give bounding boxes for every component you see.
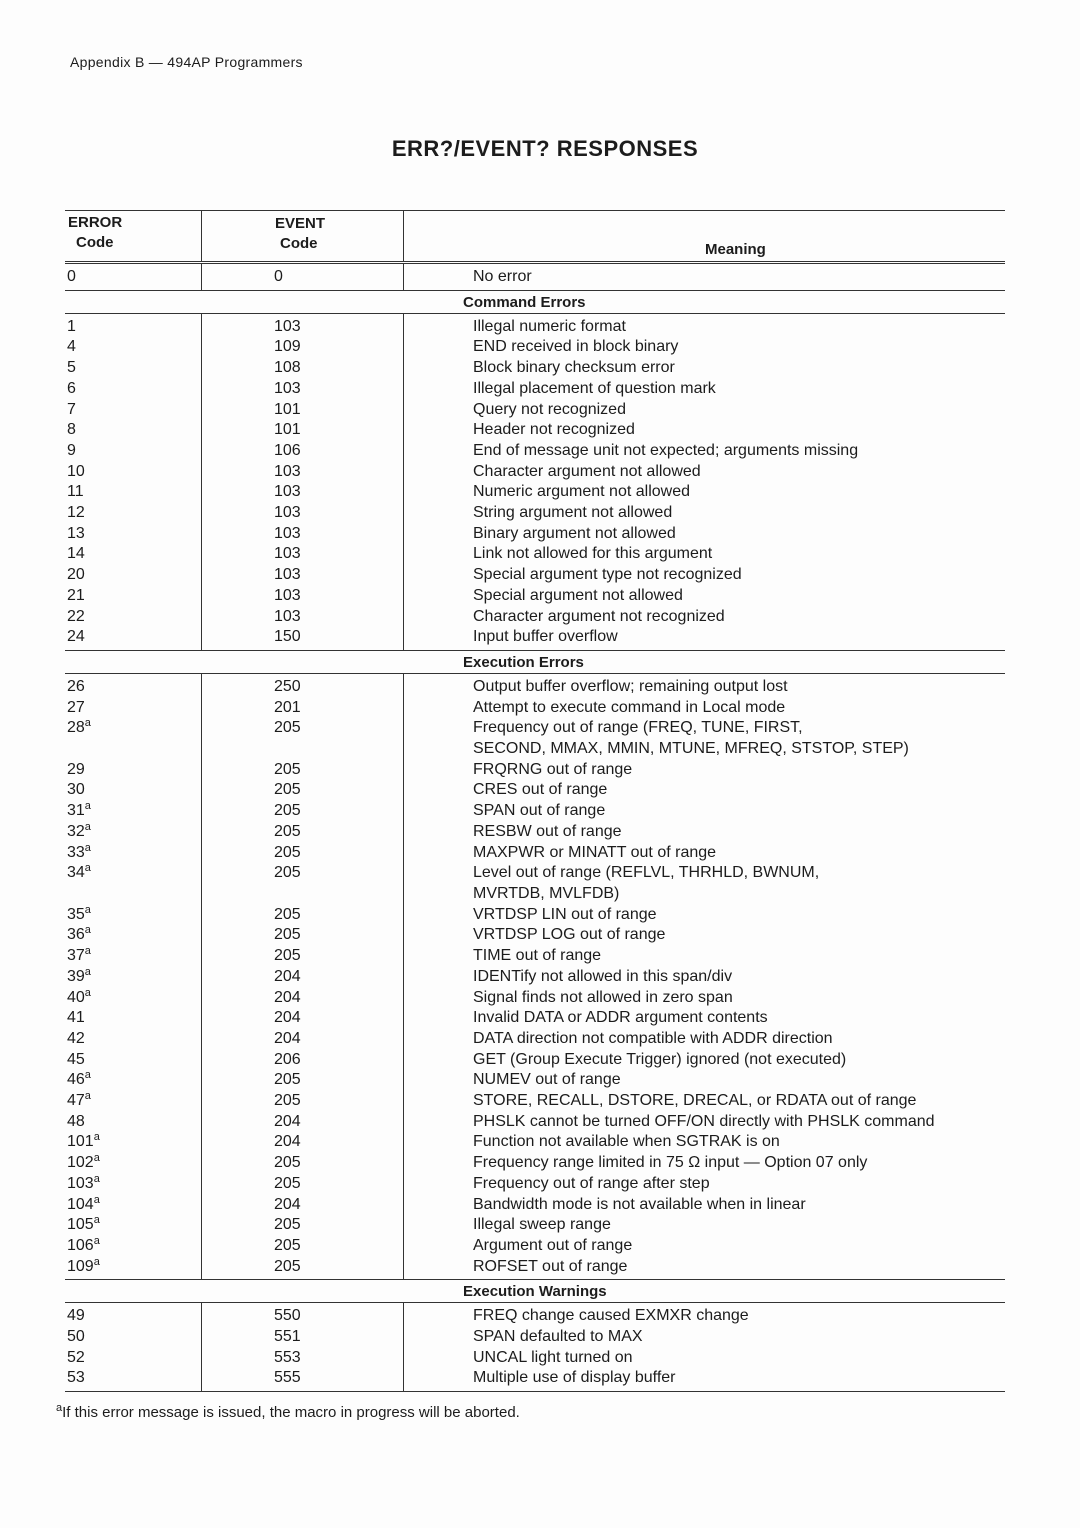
table-row (65, 482, 1005, 503)
section-heading-label: Execution Errors (463, 653, 584, 671)
table-row (65, 317, 1005, 338)
meaning-text: Bandwidth mode is not available when in linear (473, 1195, 806, 1213)
error-code-cell (65, 462, 201, 483)
error-code: 47 (67, 1092, 85, 1110)
footnote-marker: a (84, 862, 91, 875)
error-code-cell (65, 905, 201, 926)
table-row (65, 1132, 1005, 1153)
error-code: 5 (67, 359, 76, 377)
error-code: 12 (67, 504, 85, 522)
table-row (65, 946, 1005, 967)
event-code: 205 (274, 1236, 301, 1254)
error-code: 104 (67, 1195, 94, 1213)
error-code-cell (65, 1091, 201, 1112)
table-row (65, 1348, 1005, 1369)
error-code: 46 (67, 1071, 85, 1089)
event-code: 103 (274, 483, 301, 501)
event-code: 550 (274, 1307, 301, 1325)
event-code: 204 (274, 1029, 301, 1047)
meaning-text: Output buffer overflow; remaining output lost (473, 677, 788, 695)
table-row (65, 905, 1005, 926)
error-code-cell (65, 482, 201, 503)
footnote-marker: a (84, 945, 91, 958)
error-code: 11 (67, 483, 84, 501)
meaning-text: Numeric argument not allowed (473, 483, 690, 501)
table-row (65, 801, 1005, 822)
event-code: 205 (274, 947, 301, 965)
table-row (65, 1215, 1005, 1236)
footnote-text: If this error message is issued, the macro in progress will be aborted. (62, 1404, 520, 1421)
event-code: 205 (274, 1154, 301, 1172)
section-rows (65, 314, 1005, 650)
event-code: 205 (274, 905, 301, 923)
table-row (65, 718, 1005, 759)
error-code-cell (65, 1236, 201, 1257)
error-code: 24 (67, 628, 85, 646)
meaning-text: Function not available when SGTRAK is on (473, 1133, 780, 1151)
event-code: 106 (274, 441, 301, 459)
table-header (65, 210, 1005, 264)
event-code: 103 (274, 504, 301, 522)
table-row (65, 967, 1005, 988)
error-code: 49 (67, 1307, 85, 1325)
event-code: 204 (274, 1009, 301, 1027)
error-code: 109 (67, 1257, 94, 1275)
error-code-cell (65, 337, 201, 358)
error-code: 33 (67, 843, 85, 861)
error-code: 4 (67, 338, 76, 356)
event-code: 204 (274, 1112, 301, 1130)
footnote-marker: a (84, 1069, 91, 1082)
meaning-text: End of message unit not expected; arguments missing (473, 441, 859, 459)
meaning-text: Character argument not allowed (473, 462, 701, 480)
event-code: 103 (274, 317, 301, 335)
error-code-cell (65, 267, 201, 288)
event-code: 201 (274, 698, 301, 716)
table-row (65, 607, 1005, 628)
table-row (65, 524, 1005, 545)
meaning-text: PHSLK cannot be turned OFF/ON directly with PHSLK command (473, 1112, 935, 1130)
error-code-cell (65, 358, 201, 379)
error-code-cell (65, 400, 201, 421)
error-code-cell (65, 1174, 201, 1195)
meaning-text: Multiple use of display buffer (473, 1369, 676, 1387)
table-row (65, 1195, 1005, 1216)
error-code: 9 (67, 441, 76, 459)
event-code: 205 (274, 1257, 301, 1275)
error-code: 106 (67, 1236, 94, 1254)
meaning-text: FREQ change caused EXMXR change (473, 1307, 749, 1325)
table-row (65, 780, 1005, 801)
meaning-text: Special argument not allowed (473, 586, 683, 604)
event-code: 103 (274, 586, 301, 604)
footnote-marker: a (93, 1214, 100, 1227)
meaning-text: Link not allowed for this argument (473, 545, 713, 563)
table-row (65, 379, 1005, 400)
footnote-marker: a (84, 924, 91, 937)
error-code-cell (65, 1008, 201, 1029)
meaning-text: Invalid DATA or ADDR argument contents (473, 1009, 768, 1027)
table-row (65, 1257, 1005, 1278)
table-row (65, 822, 1005, 843)
section-heading-label: Command Errors (463, 293, 586, 311)
event-code: 205 (274, 802, 301, 820)
error-code: 30 (67, 781, 85, 799)
event-code: 205 (274, 760, 301, 778)
error-code: 36 (67, 926, 85, 944)
table-section (65, 1280, 1005, 1392)
event-code: 206 (274, 1050, 301, 1068)
event-code: 205 (274, 926, 301, 944)
error-code: 41 (67, 1009, 85, 1027)
event-code: 101 (274, 421, 301, 439)
table-row (65, 1112, 1005, 1133)
table-row (65, 760, 1005, 781)
event-code: 553 (274, 1348, 301, 1366)
error-header-sub: Code (76, 234, 114, 251)
error-code-cell (65, 607, 201, 628)
error-code: 13 (67, 524, 85, 542)
event-code: 551 (274, 1328, 301, 1346)
table-row (65, 1327, 1005, 1348)
error-code-cell (65, 1132, 201, 1153)
meaning-text: IDENTify not allowed in this span/div (473, 967, 733, 985)
error-code: 7 (67, 400, 76, 418)
meaning-text: NUMEV out of range (473, 1071, 621, 1089)
table-row (65, 843, 1005, 864)
footnote-marker: a (93, 1172, 100, 1185)
table-row (65, 863, 1005, 904)
error-code: 14 (67, 545, 85, 563)
table-row (65, 586, 1005, 607)
section-rows (65, 1303, 1005, 1391)
error-code: 0 (67, 268, 76, 285)
error-code-cell (65, 379, 201, 400)
meaning-text: Signal finds not allowed in zero span (473, 988, 733, 1006)
event-code: 109 (274, 338, 301, 356)
error-code-cell (65, 822, 201, 843)
meaning-text: Frequency range limited in 75 Ω input — Option 07 only (473, 1154, 868, 1172)
meaning-text: Character argument not recognized (473, 607, 725, 625)
error-code-cell (65, 760, 201, 781)
event-code: 204 (274, 1195, 301, 1213)
error-code-cell (65, 677, 201, 698)
table-row (65, 1153, 1005, 1174)
footnote-mark: a (56, 1402, 63, 1414)
section-heading (65, 651, 1005, 674)
table-row (65, 1306, 1005, 1327)
error-code-cell (65, 863, 201, 904)
meaning-header: Meaning (705, 241, 766, 258)
meaning-text: END received in block binary (473, 338, 679, 356)
table-row (65, 544, 1005, 565)
error-code: 35 (67, 905, 85, 923)
error-code: 102 (67, 1154, 94, 1172)
table-row (65, 420, 1005, 441)
event-code: 204 (274, 1133, 301, 1151)
section-heading-label: Execution Warnings (463, 1283, 607, 1301)
error-code: 31 (67, 802, 85, 820)
error-code: 28 (67, 719, 85, 737)
footnote-marker: a (93, 1152, 100, 1165)
meaning-text: Level out of range (REFLVL, THRHLD, BWNUM, MVRTDB, MVLFDB) (473, 864, 820, 902)
meaning-text: Frequency out of range after step (473, 1174, 710, 1192)
event-code: 205 (274, 822, 301, 840)
event-code: 0 (274, 268, 283, 285)
event-code: 204 (274, 967, 301, 985)
table-row (65, 1050, 1005, 1071)
error-code-cell (65, 1153, 201, 1174)
event-code: 103 (274, 545, 301, 563)
error-code: 34 (67, 864, 85, 882)
meaning-text: Block binary checksum error (473, 359, 675, 377)
event-code: 250 (274, 677, 301, 695)
table-row (65, 1174, 1005, 1195)
error-code-cell (65, 718, 201, 759)
footnote-marker: a (84, 1090, 91, 1103)
error-code-cell (65, 317, 201, 338)
error-code: 32 (67, 822, 85, 840)
footnote-marker: a (84, 841, 91, 854)
table-row (65, 565, 1005, 586)
meaning-text: STORE, RECALL, DSTORE, DRECAL, or RDATA out of range (473, 1092, 917, 1110)
table-row (65, 1091, 1005, 1112)
error-code: 52 (67, 1348, 85, 1366)
footnote-marker: a (84, 965, 91, 978)
event-code: 205 (274, 1174, 301, 1192)
meaning-text: Attempt to execute command in Local mode (473, 698, 786, 716)
error-code: 40 (67, 988, 85, 1006)
meaning-text: SPAN out of range (473, 802, 606, 820)
error-code-cell (65, 441, 201, 462)
error-code: 29 (67, 760, 85, 778)
running-head: Appendix B — 494AP Programmers (70, 54, 303, 70)
meaning-text: Frequency out of range (FREQ, TUNE, FIRST, SECOND, MMAX, MMIN, MTUNE, MFREQ, STSTOP, STEP) (473, 719, 909, 758)
meaning-text: DATA direction not compatible with ADDR direction (473, 1029, 833, 1047)
event-code: 205 (274, 1092, 301, 1110)
error-code-cell (65, 544, 201, 565)
event-code: 555 (274, 1369, 301, 1387)
error-code-cell (65, 503, 201, 524)
footnote-marker: a (93, 1234, 100, 1247)
footnote-marker: a (93, 1255, 100, 1268)
meaning-text: No error (473, 268, 532, 285)
responses-table (65, 210, 1005, 1392)
table-row (65, 441, 1005, 462)
event-code: 103 (274, 379, 301, 397)
meaning-text: Header not recognized (473, 421, 635, 439)
table-row (65, 337, 1005, 358)
error-code-cell (65, 1348, 201, 1369)
table-row (65, 627, 1005, 648)
footnote-marker: a (93, 1193, 100, 1206)
error-code: 27 (67, 698, 85, 716)
event-code: 205 (274, 1071, 301, 1089)
meaning-text: VRTDSP LOG out of range (473, 926, 666, 944)
meaning-text: SPAN defaulted to MAX (473, 1328, 643, 1346)
meaning-text: GET (Group Execute Trigger) ignored (not executed) (473, 1050, 847, 1068)
table-row (65, 400, 1005, 421)
error-code-cell (65, 1306, 201, 1327)
error-code-cell (65, 1257, 201, 1278)
meaning-text: Illegal placement of question mark (473, 379, 716, 397)
event-code-header (275, 214, 325, 254)
meaning-text: ROFSET out of range (473, 1257, 628, 1275)
error-code-cell (65, 1195, 201, 1216)
error-code: 53 (67, 1369, 85, 1387)
error-code: 45 (67, 1050, 85, 1068)
column-divider (201, 211, 202, 261)
meaning-text: String argument not allowed (473, 504, 673, 522)
error-code: 37 (67, 947, 85, 965)
error-code-cell (65, 1112, 201, 1133)
error-code-cell (65, 946, 201, 967)
error-code-cell (65, 843, 201, 864)
table-row (65, 988, 1005, 1009)
meaning-text: MAXPWR or MINATT out of range (473, 843, 717, 861)
error-code-cell (65, 627, 201, 648)
section-heading (65, 1280, 1005, 1303)
event-code: 103 (274, 607, 301, 625)
footnote-marker: a (84, 800, 91, 813)
table-row (65, 925, 1005, 946)
event-code: 205 (274, 719, 301, 737)
error-code-cell (65, 1327, 201, 1348)
meaning-text: Argument out of range (473, 1236, 633, 1254)
footnote-marker: a (84, 986, 91, 999)
event-code: 103 (274, 566, 301, 584)
error-code: 22 (67, 607, 85, 625)
error-code-cell (65, 925, 201, 946)
meaning-text: Binary argument not allowed (473, 524, 676, 542)
error-code: 101 (67, 1133, 94, 1151)
event-code: 205 (274, 781, 301, 799)
event-code: 108 (274, 359, 301, 377)
section-rows (65, 674, 1005, 1279)
table-row (65, 503, 1005, 524)
error-code-cell (65, 565, 201, 586)
table-row (65, 1236, 1005, 1257)
event-code: 103 (274, 524, 301, 542)
section-rows (65, 264, 1005, 290)
error-code-cell (65, 801, 201, 822)
event-code: 205 (274, 864, 301, 882)
event-code: 103 (274, 462, 301, 480)
event-code: 150 (274, 628, 301, 646)
footnote-marker: a (84, 903, 91, 916)
error-code-cell (65, 586, 201, 607)
meaning-text: Input buffer overflow (473, 628, 618, 646)
footnote (56, 1402, 520, 1421)
meaning-text: TIME out of range (473, 947, 602, 965)
error-code: 8 (67, 421, 76, 439)
page-title: ERR?/EVENT? RESPONSES (391, 136, 699, 161)
table-row (65, 677, 1005, 698)
meaning-text: Illegal numeric format (473, 317, 626, 335)
error-code-cell (65, 524, 201, 545)
error-code-header (68, 213, 122, 253)
section-heading (65, 291, 1005, 314)
error-code-cell (65, 1029, 201, 1050)
meaning-text: Query not recognized (473, 400, 626, 418)
event-header-sub: Code (280, 235, 318, 252)
table-section (65, 291, 1005, 651)
table-row (65, 1368, 1005, 1389)
error-code-cell (65, 967, 201, 988)
error-code: 26 (67, 677, 85, 695)
table-row (65, 462, 1005, 483)
event-code: 205 (274, 1216, 301, 1234)
event-code: 204 (274, 988, 301, 1006)
table-body (65, 264, 1005, 1392)
meaning-text: UNCAL light turned on (473, 1348, 633, 1366)
meaning-text: Special argument type not recognized (473, 566, 742, 584)
error-code: 39 (67, 967, 85, 985)
meaning-text: Illegal sweep range (473, 1216, 611, 1234)
error-code: 105 (67, 1216, 94, 1234)
error-code-cell (65, 420, 201, 441)
meaning-text: CRES out of range (473, 781, 608, 799)
footnote-marker: a (93, 1131, 100, 1144)
table-row (65, 698, 1005, 719)
error-code: 103 (67, 1174, 94, 1192)
event-code: 205 (274, 843, 301, 861)
error-code: 48 (67, 1112, 85, 1130)
error-code-cell (65, 780, 201, 801)
error-code-cell (65, 1215, 201, 1236)
table-section (65, 651, 1005, 1280)
error-code-cell (65, 698, 201, 719)
error-code: 50 (67, 1328, 85, 1346)
error-code: 20 (67, 566, 85, 584)
table-row (65, 358, 1005, 379)
table-row (65, 267, 1005, 288)
footnote-marker: a (84, 820, 91, 833)
footnote-marker: a (84, 717, 91, 730)
table-row (65, 1029, 1005, 1050)
error-code-cell (65, 1368, 201, 1389)
error-code: 42 (67, 1029, 85, 1047)
meaning-text: VRTDSP LIN out of range (473, 905, 657, 923)
meaning-text: FRQRNG out of range (473, 760, 633, 778)
error-header-label: ERROR (68, 214, 123, 231)
table-row (65, 1008, 1005, 1029)
error-code-cell (65, 988, 201, 1009)
error-code: 1 (67, 317, 76, 335)
event-header-label: EVENT (275, 215, 326, 232)
error-code: 10 (67, 462, 85, 480)
error-code-cell (65, 1070, 201, 1091)
event-code: 101 (274, 400, 301, 418)
table-row (65, 1070, 1005, 1091)
error-code: 21 (67, 586, 85, 604)
error-code-cell (65, 1050, 201, 1071)
meaning-text: RESBW out of range (473, 822, 622, 840)
column-divider (403, 211, 404, 261)
error-code: 6 (67, 379, 76, 397)
table-section (65, 264, 1005, 291)
